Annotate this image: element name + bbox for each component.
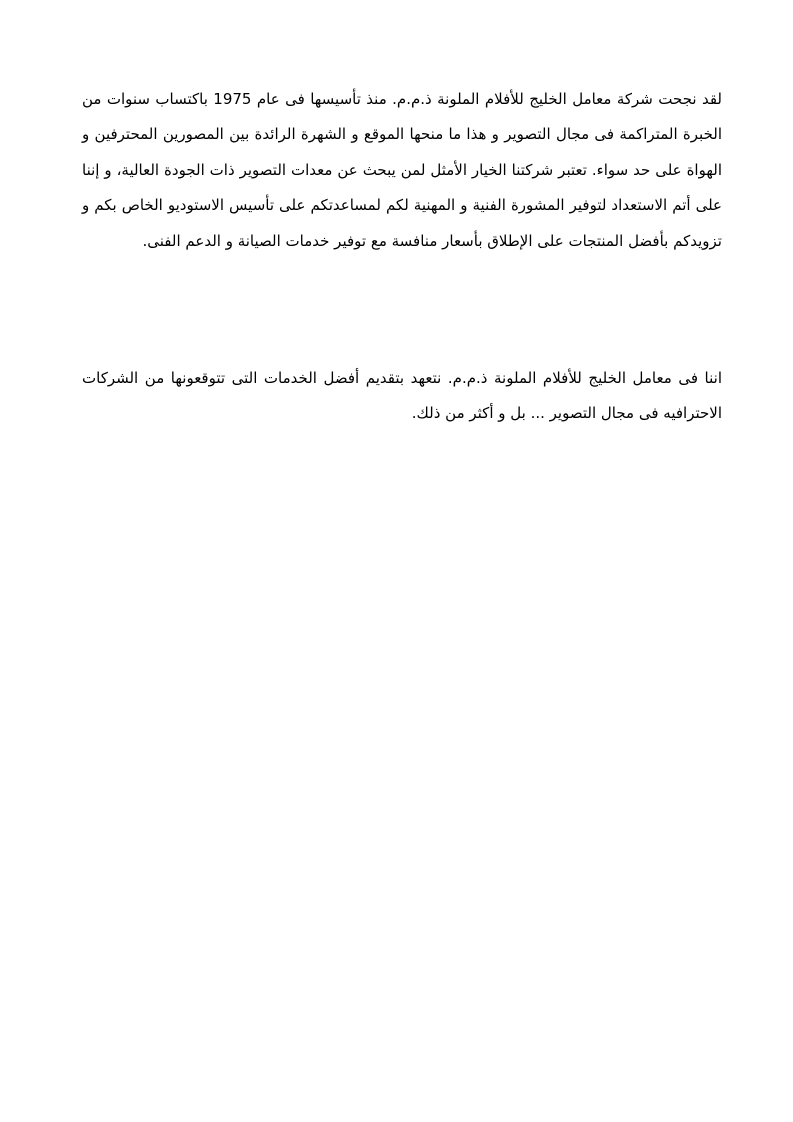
company-intro-paragraph: لقد نجحت شركة معامل الخليج للأفلام الملونة ذ.م.م. منذ تأسيسها فى عام 1975 باكتساب سنوات من الخبرة المتراكمة فى مجال التصوير و هذا ما منحها الموقع و الشهرة الرائدة بين المصورين المحترفين و الهواة على حد سواء. تعتبر شركتنا الخيار الأمثل لمن يبحث عن معدات التصوير ذات الجودة العالية، و إننا على أتم الاستعداد لتوفير المشورة الفنية و المهنية لكم لمساعدتكم على تأسيس الاستوديو الخاص بكم و تزويدكم بأفضل المنتجات على الإطلاق بأسعار منافسة مع توفير خدمات الصيانة و الدعم الفنى. bbox=[82, 90, 722, 250]
service-commitment-paragraph: اننا فى معامل الخليج للأفلام الملونة ذ.م.م. نتعهد بتقديم أفضل الخدمات التى تتوقعونها من الشركات الاحترافيه فى مجال التصوير ... بل و أكثر من ذلك. bbox=[82, 369, 722, 423]
